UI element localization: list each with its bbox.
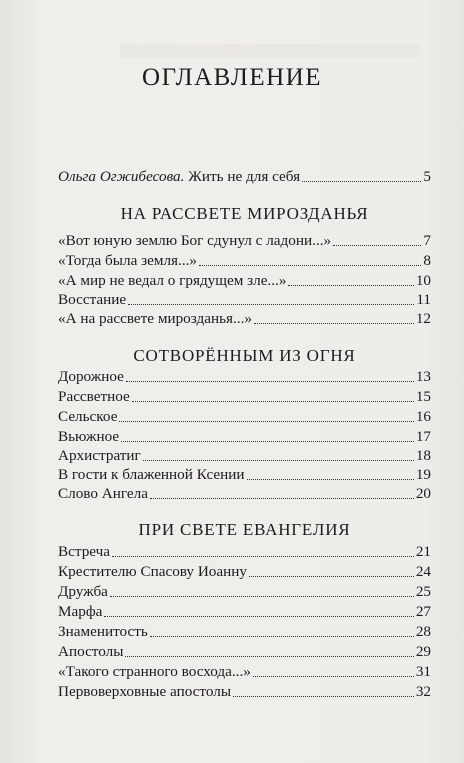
entry-title: Первоверховные апостолы <box>58 683 232 700</box>
toc-entry[interactable] <box>58 426 431 446</box>
page-number: 25 <box>415 583 431 600</box>
toc-entry[interactable] <box>58 641 431 661</box>
leader-dots <box>150 498 414 499</box>
entry-title: Знаменитость <box>58 623 148 640</box>
page-number: 19 <box>415 466 431 483</box>
leader-dots <box>126 381 414 382</box>
toc-entry[interactable] <box>58 561 431 581</box>
entry-title: Встреча <box>58 543 111 560</box>
page-number: 16 <box>415 408 431 425</box>
leader-dots <box>128 304 414 305</box>
leader-dots <box>302 181 421 182</box>
toc-entry[interactable] <box>58 270 431 290</box>
section-heading-dawn: НА РАССВЕТЕ МИРОЗДАНЬЯ <box>120 204 369 223</box>
leader-dots <box>253 676 414 677</box>
page-number: 32 <box>415 683 431 700</box>
toc-entry[interactable] <box>58 406 431 426</box>
entry-title: «Вот юную землю Бог сдунул с ладони...» <box>58 232 332 249</box>
leader-dots <box>119 421 413 422</box>
toc-entry[interactable] <box>58 483 431 503</box>
page-number: 10 <box>415 272 431 289</box>
leader-dots <box>125 656 413 657</box>
show-through-shadow <box>120 44 420 58</box>
toc-entry-intro[interactable]: Ольга Огжибесова. Жить не для себя 5 <box>58 168 431 185</box>
toc-entry[interactable] <box>58 681 431 701</box>
page-number: 29 <box>415 643 431 660</box>
page-number: 20 <box>415 485 431 502</box>
toc-entry[interactable] <box>58 250 431 270</box>
leader-dots <box>110 596 414 597</box>
page-number: 7 <box>423 232 431 249</box>
leader-dots <box>288 285 413 286</box>
intro-author: Ольга Огжибесова <box>58 168 181 185</box>
entry-title: Вьюжное <box>58 428 120 445</box>
entry-title: Архистратиг <box>58 447 141 464</box>
toc-entry[interactable] <box>58 230 431 250</box>
page-number: 21 <box>415 543 431 560</box>
leader-dots <box>249 576 414 577</box>
page-number: 11 <box>416 291 431 308</box>
entry-title: «Тогда была земля...» <box>58 252 198 269</box>
entry-title: Дорожное <box>58 368 124 385</box>
entry-title: «А мир не ведал о грядущем зле...» <box>58 272 287 289</box>
page-number: 18 <box>415 447 431 464</box>
entry-title: Восстание <box>58 291 127 308</box>
leader-dots <box>333 245 421 246</box>
entry-title: В гости к блаженной Ксении <box>58 466 245 483</box>
page-number: 17 <box>415 428 431 445</box>
page-number: 8 <box>423 252 431 269</box>
leader-dots <box>143 460 414 461</box>
page-number: 31 <box>415 663 431 680</box>
leader-dots <box>132 401 414 402</box>
toc-entry[interactable] <box>58 445 431 465</box>
page-number: 5 <box>423 168 431 185</box>
toc-entry[interactable] <box>58 621 431 641</box>
page-number: 27 <box>415 603 431 620</box>
entry-title: Марфа <box>58 603 103 620</box>
section-heading-fire: СОТВОРЁННЫМ ИЗ ОГНЯ <box>133 346 356 365</box>
entry-title: «Такого странного восхода...» <box>58 663 251 680</box>
entry-title: Рассветное <box>58 388 130 405</box>
leader-dots <box>150 636 414 637</box>
toc-entry[interactable] <box>58 464 431 484</box>
page-number: 24 <box>415 563 431 580</box>
leader-dots <box>233 696 414 697</box>
page-number: 15 <box>415 388 431 405</box>
page-number: 12 <box>415 310 431 327</box>
toc-entry[interactable] <box>58 661 431 681</box>
toc-entry[interactable] <box>58 541 431 561</box>
toc-entry[interactable] <box>58 366 431 386</box>
entry-title: Крестителю Спасову Иоанну <box>58 563 247 580</box>
leader-dots <box>199 265 421 266</box>
toc-entry[interactable] <box>58 601 431 621</box>
section-heading-gospel: ПРИ СВЕТЕ ЕВАНГЕЛИЯ <box>138 520 351 539</box>
toc-entry[interactable] <box>58 289 431 309</box>
toc-entry[interactable] <box>58 386 431 406</box>
page-title: ОГЛАВЛЕНИЕ <box>142 64 322 91</box>
page-number: 13 <box>415 368 431 385</box>
leader-dots <box>112 556 414 557</box>
intro-title: Жить не для себя <box>188 168 301 185</box>
toc-entry[interactable] <box>58 581 431 601</box>
leader-dots <box>254 323 414 324</box>
entry-title: «А на рассвете мирозданья...» <box>58 310 252 327</box>
entry-title: Сельское <box>58 408 118 425</box>
page-number: 28 <box>415 623 431 640</box>
entry-title: Слово Ангела <box>58 485 148 502</box>
entry-title: Дружба <box>58 583 108 600</box>
leader-dots <box>121 441 414 442</box>
toc-entry[interactable] <box>58 308 431 328</box>
leader-dots <box>247 479 414 480</box>
leader-dots <box>104 616 413 617</box>
entry-title: Апостолы <box>58 643 124 660</box>
